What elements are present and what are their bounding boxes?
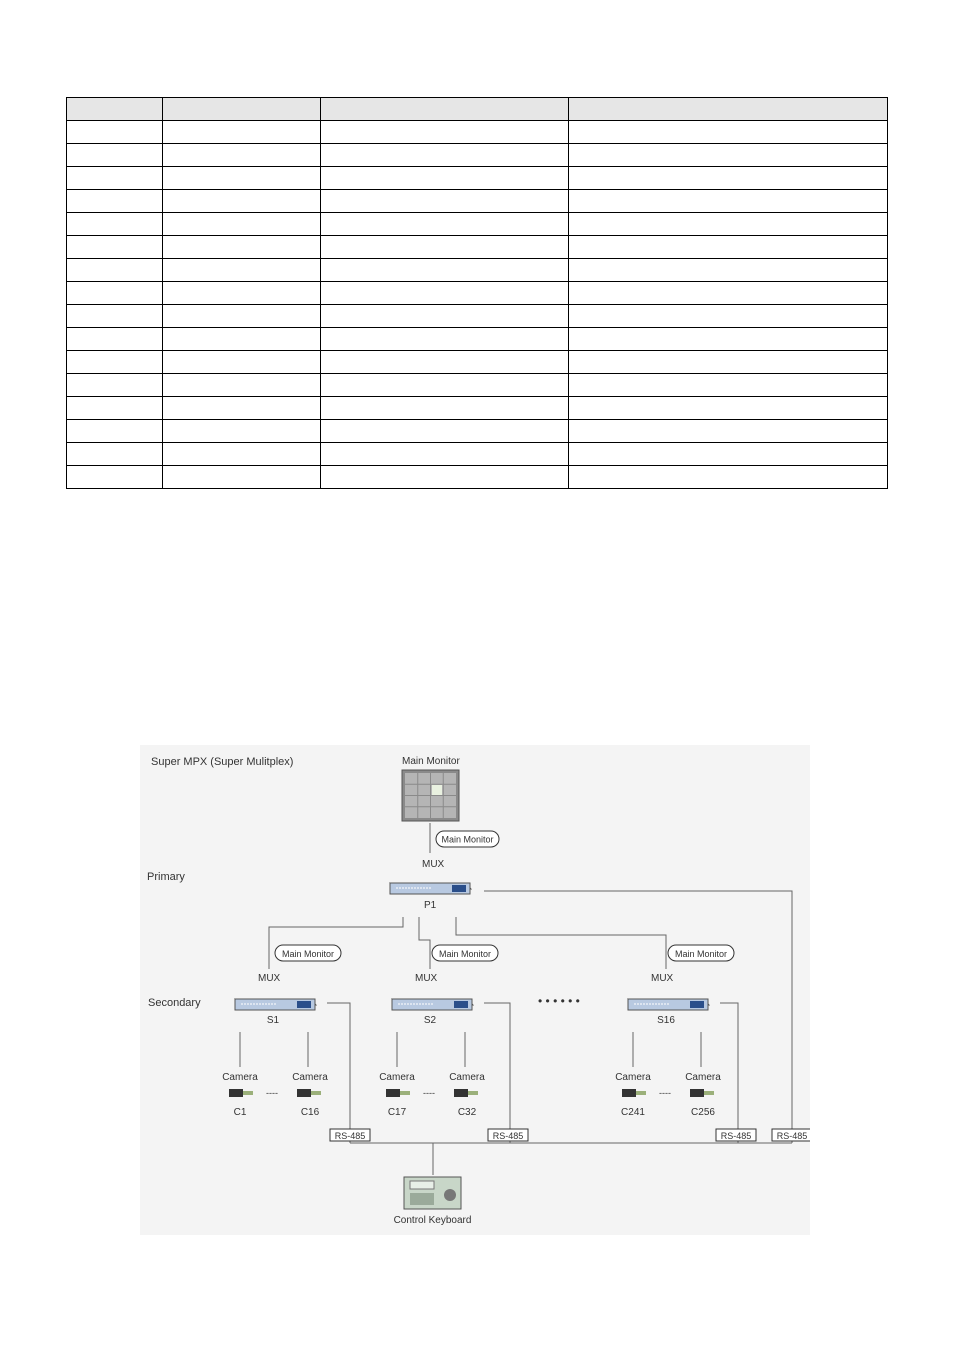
secondary-mux-device xyxy=(235,999,316,1010)
last-camera-label: C256 xyxy=(691,1107,715,1118)
svg-text:Main Monitor: Main Monitor xyxy=(674,949,728,959)
table-row xyxy=(67,121,888,144)
table-cell xyxy=(321,190,569,213)
camera-label: Camera xyxy=(685,1072,721,1083)
svg-text:RS-485: RS-485 xyxy=(334,1131,366,1141)
secondary-mux-device xyxy=(628,999,709,1010)
table-cell xyxy=(67,374,163,397)
table-cell xyxy=(321,443,569,466)
unit-label: S1 xyxy=(266,1015,280,1026)
primary-label: Primary xyxy=(147,871,185,883)
table-cell xyxy=(163,144,321,167)
table-cell xyxy=(67,236,163,259)
table-header-row xyxy=(67,98,888,121)
table-row xyxy=(67,282,888,305)
secondary-mux-device xyxy=(392,999,473,1010)
control-keyboard-label: Control Keyboard xyxy=(393,1215,472,1226)
table-cell xyxy=(569,167,888,190)
table-cell xyxy=(569,466,888,489)
main-monitor-tag xyxy=(432,945,498,961)
mux-label: MUX xyxy=(415,973,438,984)
camera-label: Camera xyxy=(449,1072,485,1083)
table-cell xyxy=(163,259,321,282)
table-cell xyxy=(67,144,163,167)
table-cell xyxy=(67,397,163,420)
table-row xyxy=(67,351,888,374)
rs485-tag-primary xyxy=(772,1129,810,1141)
table-cell xyxy=(163,397,321,420)
table-cell xyxy=(67,167,163,190)
last-camera-label: C16 xyxy=(300,1107,320,1118)
rs485-tag xyxy=(330,1129,370,1141)
table-row xyxy=(67,259,888,282)
first-camera-label: C241 xyxy=(621,1107,645,1118)
main-monitor-icon xyxy=(402,770,459,821)
table-row xyxy=(67,397,888,420)
main-monitor-tag xyxy=(275,945,341,961)
svg-text:RS-485: RS-485 xyxy=(776,1131,808,1141)
table-cell xyxy=(569,305,888,328)
table-cell xyxy=(569,443,888,466)
table-cell xyxy=(163,420,321,443)
table-cell xyxy=(569,144,888,167)
table-cell xyxy=(321,397,569,420)
table-cell xyxy=(163,213,321,236)
table-cell xyxy=(321,374,569,397)
table-cell xyxy=(569,236,888,259)
first-camera-label: C17 xyxy=(387,1107,407,1118)
table-cell xyxy=(67,420,163,443)
table-cell xyxy=(321,236,569,259)
table-cell xyxy=(67,259,163,282)
blank-grid-table xyxy=(66,97,888,489)
camera-range-dash: ---- xyxy=(659,1088,671,1098)
table-cell xyxy=(163,98,321,121)
camera-range-dash: ---- xyxy=(266,1088,278,1098)
table-cell xyxy=(67,190,163,213)
table-cell xyxy=(163,167,321,190)
table-cell xyxy=(321,305,569,328)
rs485-tag xyxy=(488,1129,528,1141)
table-cell xyxy=(67,443,163,466)
rs485-tag xyxy=(716,1129,756,1141)
table-cell xyxy=(163,121,321,144)
table-cell xyxy=(569,351,888,374)
table-row xyxy=(67,167,888,190)
table-row xyxy=(67,443,888,466)
main-monitor-tag-primary xyxy=(436,831,499,847)
table-cell xyxy=(67,121,163,144)
table-cell xyxy=(67,213,163,236)
table-cell xyxy=(67,98,163,121)
table-cell xyxy=(321,328,569,351)
table-row xyxy=(67,236,888,259)
unit-label: S2 xyxy=(423,1015,437,1026)
table-cell xyxy=(321,213,569,236)
table-cell xyxy=(569,374,888,397)
table-cell xyxy=(163,190,321,213)
table-cell xyxy=(569,282,888,305)
table-cell xyxy=(163,351,321,374)
table-cell xyxy=(321,121,569,144)
table-row xyxy=(67,420,888,443)
table-cell xyxy=(321,282,569,305)
secondary-label: Secondary xyxy=(148,997,201,1009)
table-cell xyxy=(163,328,321,351)
diagram-title: Super MPX (Super Mulitplex) xyxy=(151,756,294,768)
svg-text:RS-485: RS-485 xyxy=(492,1131,524,1141)
table-row xyxy=(67,190,888,213)
table-cell xyxy=(163,236,321,259)
primary-mux-label: MUX xyxy=(422,859,445,870)
table-row xyxy=(67,328,888,351)
table-cell xyxy=(67,305,163,328)
table-cell xyxy=(321,98,569,121)
table-cell xyxy=(163,443,321,466)
svg-text:RS-485: RS-485 xyxy=(720,1131,752,1141)
table-cell xyxy=(569,121,888,144)
table-cell xyxy=(569,190,888,213)
table-row xyxy=(67,305,888,328)
table-row xyxy=(67,466,888,489)
diagram-background xyxy=(140,745,810,1235)
control-keyboard-icon xyxy=(404,1177,461,1209)
table-cell xyxy=(569,98,888,121)
last-camera-label: C32 xyxy=(457,1107,477,1118)
table-cell xyxy=(67,351,163,374)
table-cell xyxy=(321,144,569,167)
table-cell xyxy=(321,167,569,190)
table-cell xyxy=(321,259,569,282)
camera-label: Camera xyxy=(615,1072,651,1083)
table-cell xyxy=(163,282,321,305)
camera-range-dash: ---- xyxy=(423,1088,435,1098)
table-cell xyxy=(163,466,321,489)
mux-label: MUX xyxy=(651,973,674,984)
svg-text:Main Monitor: Main Monitor xyxy=(281,949,335,959)
main-monitor-tag xyxy=(668,945,734,961)
first-camera-label: C1 xyxy=(233,1107,247,1118)
primary-unit-label: P1 xyxy=(424,900,437,911)
units-ellipsis: • • • • • • xyxy=(538,994,580,1008)
table-row xyxy=(67,144,888,167)
table-cell xyxy=(67,282,163,305)
table-row xyxy=(67,213,888,236)
table-cell xyxy=(569,328,888,351)
svg-text:Main Monitor: Main Monitor xyxy=(438,949,492,959)
table-cell xyxy=(163,305,321,328)
camera-label: Camera xyxy=(222,1072,258,1083)
table-cell xyxy=(569,259,888,282)
table-cell xyxy=(67,466,163,489)
camera-label: Camera xyxy=(379,1072,415,1083)
mux-label: MUX xyxy=(258,973,281,984)
table-cell xyxy=(67,328,163,351)
table-cell xyxy=(569,420,888,443)
table-cell xyxy=(569,397,888,420)
svg-text:Main Monitor: Main Monitor xyxy=(441,834,494,845)
table-cell xyxy=(321,466,569,489)
table-cell xyxy=(163,374,321,397)
table-cell xyxy=(321,351,569,374)
table-cell xyxy=(321,420,569,443)
unit-label: S16 xyxy=(657,1015,675,1026)
main-monitor-label: Main Monitor xyxy=(402,756,460,767)
primary-mux-device xyxy=(390,883,471,894)
super-mpx-diagram xyxy=(140,745,810,1235)
table-cell xyxy=(569,213,888,236)
table-row xyxy=(67,374,888,397)
camera-label: Camera xyxy=(292,1072,328,1083)
